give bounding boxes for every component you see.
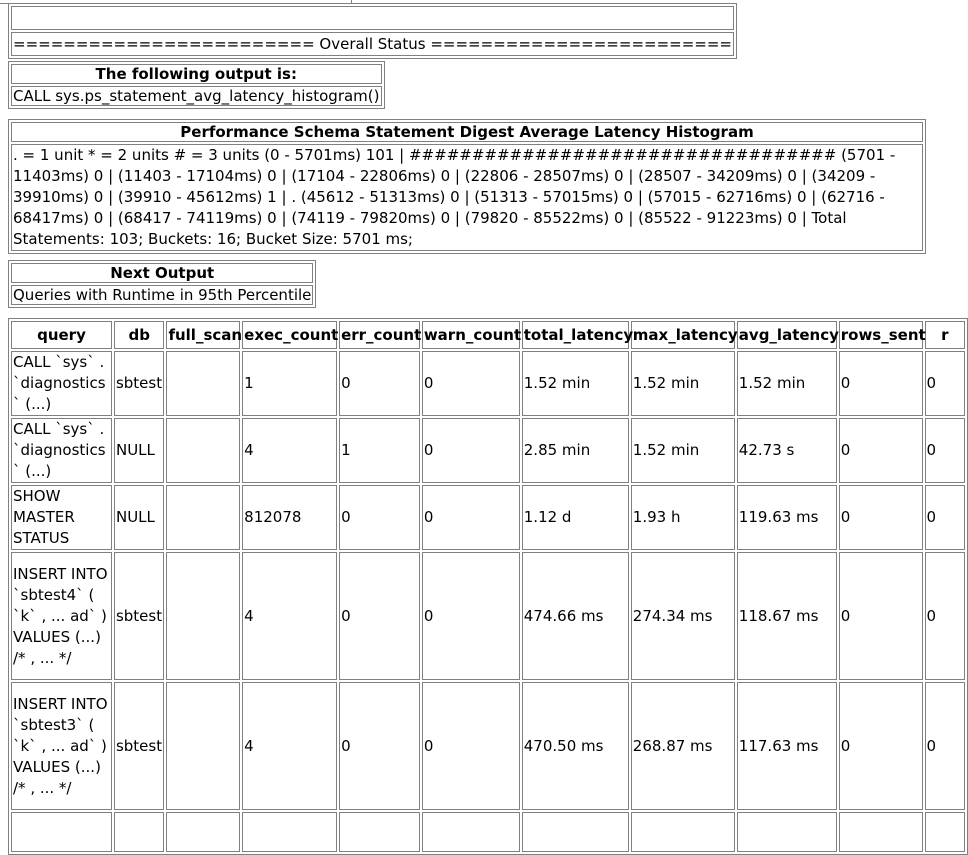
cell-full-scan xyxy=(166,682,240,810)
cell-truncated: 0 xyxy=(925,351,965,416)
cell-full-scan xyxy=(166,418,240,483)
cell-max-latency: 1.52 min xyxy=(631,351,735,416)
next-output-table xyxy=(8,260,316,308)
cell-total-latency: 1.12 d xyxy=(522,485,629,550)
cell-query: SHOW MASTER STATUS xyxy=(11,485,112,550)
cell-db: sbtest xyxy=(114,351,164,416)
histogram-text: . = 1 unit * = 2 units # = 3 units (0 - 5701ms) 101 | ################################## (5701 - 11403ms) 0 | (11403 - 17104ms) 0 | (17104 - 22806ms) 0 | (22806 - 28507ms) 0 | (28507 - 34209ms) 0 | (34209 - 39910ms) 0 | (39910 - 45612ms) 1 | . (45612 - 51313ms) 0 | (51313 - 57015ms) 0 | (57015 - 62716ms) 0 | (62716 - 68417ms) 0 | (68417 - 74119ms) 0 | (74119 - 79820ms) 0 | (79820 - 85522ms) 0 | (85522 - 91223ms) 0 | Total Statements: 103; Buckets: 16; Bucket Size: 5701 ms; xyxy=(11,144,923,251)
cell-max-latency: 1.52 min xyxy=(631,418,735,483)
table-row xyxy=(11,485,965,550)
cell-avg-latency: 118.67 ms xyxy=(737,552,837,680)
col-header-max-latency: max_latency xyxy=(631,321,735,349)
output-info-table xyxy=(8,61,385,109)
col-header-rows-sent: rows_sent xyxy=(839,321,923,349)
cell-max-latency xyxy=(631,812,735,852)
cell-max-latency: 274.34 ms xyxy=(631,552,735,680)
table-row xyxy=(11,552,965,680)
cell-max-latency: 268.87 ms xyxy=(631,682,735,810)
cell-max-latency: 1.93 h xyxy=(631,485,735,550)
cell-exec-count xyxy=(242,812,337,852)
cell-err-count: 0 xyxy=(339,552,420,680)
cell-warn-count xyxy=(422,812,520,852)
cell-full-scan xyxy=(166,485,240,550)
col-header-err-count: err_count xyxy=(339,321,420,349)
cell-avg-latency: 1.52 min xyxy=(737,351,837,416)
table-row xyxy=(11,682,965,810)
col-header-exec-count: exec_count xyxy=(242,321,337,349)
cell-total-latency: 470.50 ms xyxy=(522,682,629,810)
overall-status-table xyxy=(8,3,737,59)
cell-err-count: 0 xyxy=(339,485,420,550)
cell-err-count xyxy=(339,812,420,852)
cell-query: CALL `sys` . `diagnostics` (...) xyxy=(11,351,112,416)
empty-status-cell xyxy=(11,6,734,30)
cell-db: NULL xyxy=(114,485,164,550)
col-header-db: db xyxy=(114,321,164,349)
cell-db: sbtest xyxy=(114,552,164,680)
next-output-header: Next Output xyxy=(11,263,313,283)
cell-exec-count: 4 xyxy=(242,552,337,680)
cell-total-latency: 474.66 ms xyxy=(522,552,629,680)
cell-avg-latency: 119.63 ms xyxy=(737,485,837,550)
cell-rows-sent: 0 xyxy=(839,485,923,550)
table-row xyxy=(11,812,965,852)
cell-rows-sent: 0 xyxy=(839,682,923,810)
cell-truncated: 0 xyxy=(925,418,965,483)
cell-err-count: 1 xyxy=(339,418,420,483)
cell-full-scan xyxy=(166,351,240,416)
col-header-truncated: r xyxy=(925,321,965,349)
col-header-warn-count: warn_count xyxy=(422,321,520,349)
table-row xyxy=(11,418,965,483)
cell-query xyxy=(11,812,112,852)
cell-warn-count: 0 xyxy=(422,682,520,810)
col-header-full-scan: full_scan xyxy=(166,321,240,349)
cell-query: CALL `sys` . `diagnostics` (...) xyxy=(11,418,112,483)
cell-full-scan xyxy=(166,552,240,680)
cell-db: sbtest xyxy=(114,682,164,810)
results-viewport xyxy=(8,318,949,821)
cell-query: INSERT INTO `sbtest3` ( `k` , ... ad` ) VALUES (...) /* , ... */ xyxy=(11,682,112,810)
cell-err-count: 0 xyxy=(339,682,420,810)
output-header: The following output is: xyxy=(11,64,382,84)
cell-full-scan xyxy=(166,812,240,852)
col-header-query: query xyxy=(11,321,112,349)
cell-err-count: 0 xyxy=(339,351,420,416)
cell-total-latency xyxy=(522,812,629,852)
cell-total-latency: 1.52 min xyxy=(522,351,629,416)
cell-avg-latency: 117.63 ms xyxy=(737,682,837,810)
cell-warn-count: 0 xyxy=(422,351,520,416)
cell-warn-count: 0 xyxy=(422,485,520,550)
results-table xyxy=(8,318,968,855)
overall-status-cell: ======================== Overall Status ======================== xyxy=(11,32,734,56)
cell-truncated: 0 xyxy=(925,552,965,680)
table-row xyxy=(11,351,965,416)
cell-rows-sent: 0 xyxy=(839,552,923,680)
cell-exec-count: 812078 xyxy=(242,485,337,550)
col-header-total-latency: total_latency xyxy=(522,321,629,349)
cell-truncated xyxy=(925,812,965,852)
results-header-row xyxy=(11,321,965,349)
histogram-table xyxy=(8,119,926,254)
cell-rows-sent: 0 xyxy=(839,351,923,416)
cell-truncated: 0 xyxy=(925,682,965,810)
col-header-avg-latency: avg_latency xyxy=(737,321,837,349)
histogram-header: Performance Schema Statement Digest Average Latency Histogram xyxy=(11,122,923,142)
cell-total-latency: 2.85 min xyxy=(522,418,629,483)
cell-rows-sent: 0 xyxy=(839,418,923,483)
cell-exec-count: 1 xyxy=(242,351,337,416)
cell-truncated: 0 xyxy=(925,485,965,550)
cell-rows-sent xyxy=(839,812,923,852)
cell-warn-count: 0 xyxy=(422,418,520,483)
cell-exec-count: 4 xyxy=(242,418,337,483)
cell-db xyxy=(114,812,164,852)
cell-avg-latency xyxy=(737,812,837,852)
output-command: CALL sys.ps_statement_avg_latency_histogram() xyxy=(13,87,380,105)
cell-exec-count: 4 xyxy=(242,682,337,810)
cell-avg-latency: 42.73 s xyxy=(737,418,837,483)
cell-query: INSERT INTO `sbtest4` ( `k` , ... ad` ) VALUES (...) /* , ... */ xyxy=(11,552,112,680)
next-output-subtitle: Queries with Runtime in 95th Percentile xyxy=(13,286,312,304)
cell-db: NULL xyxy=(114,418,164,483)
cell-warn-count: 0 xyxy=(422,552,520,680)
